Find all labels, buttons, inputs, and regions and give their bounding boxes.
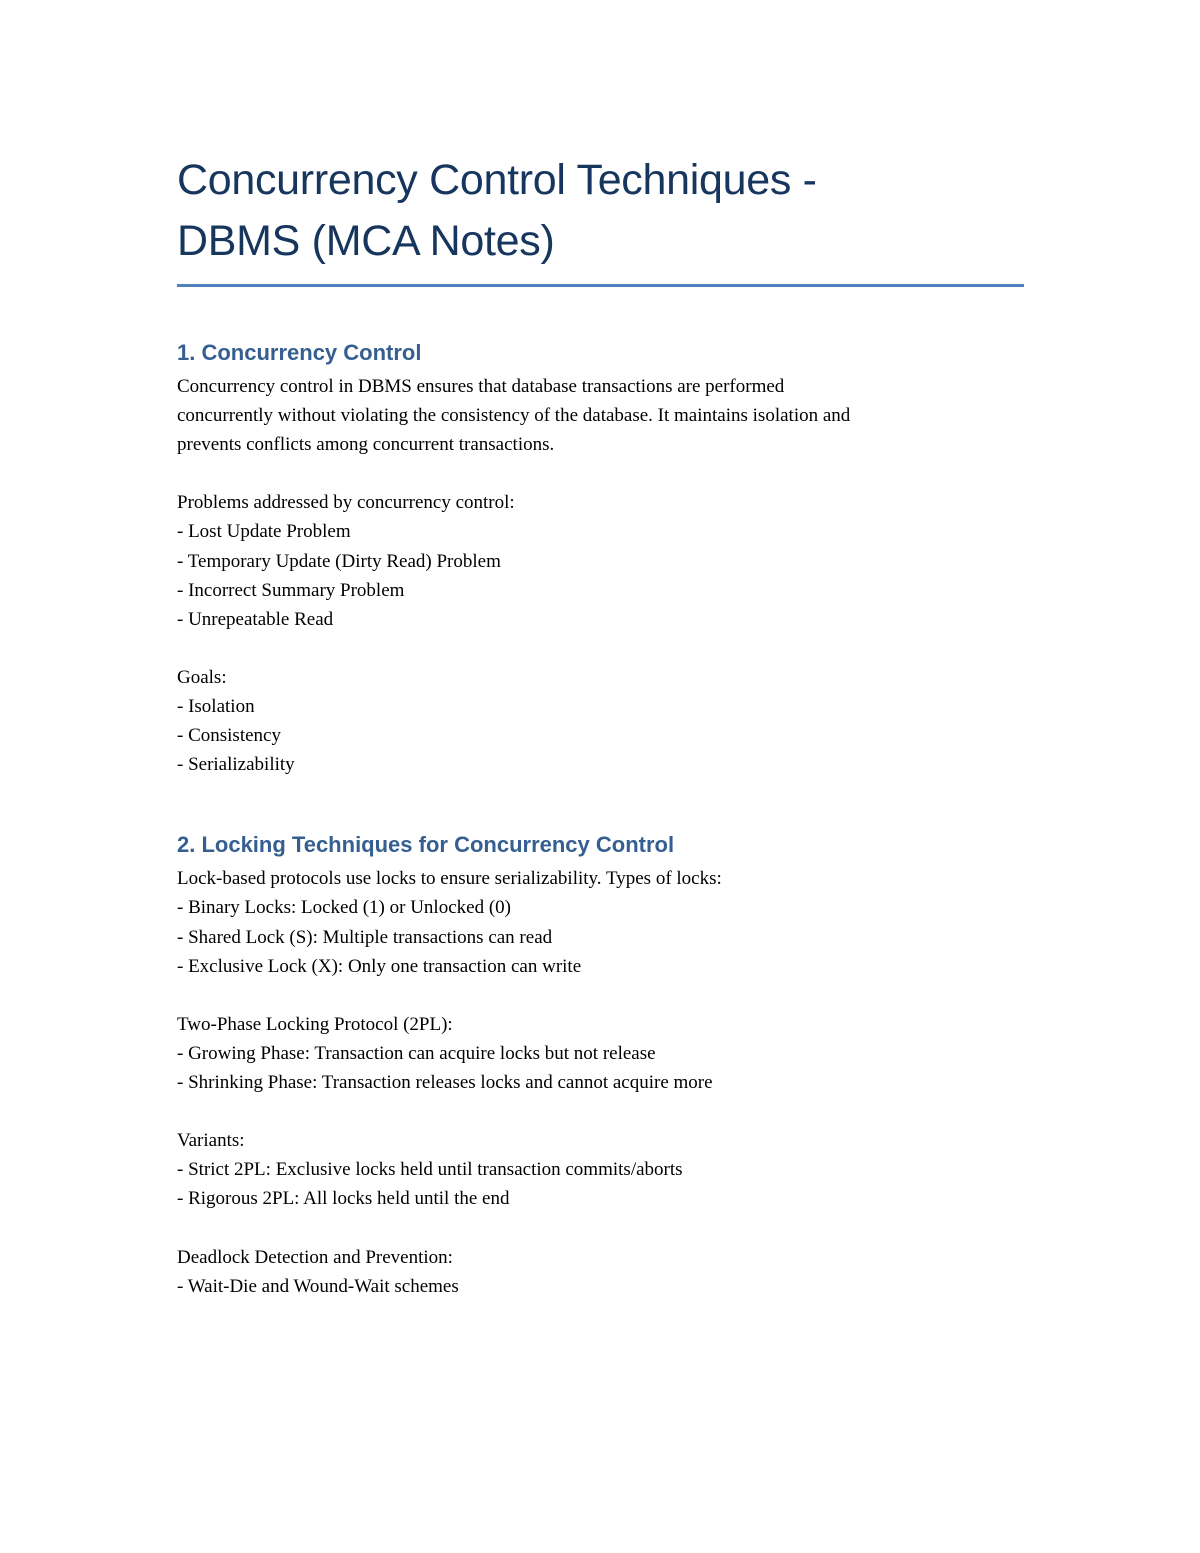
variants-label: Variants:: [177, 1130, 245, 1152]
two-phase-locking-list: [177, 1039, 1024, 1097]
document-body: [177, 150, 1024, 1301]
list-item: - Exclusive Lock (X): Only one transaction can write: [177, 955, 582, 977]
list-item: - Serializability: [177, 754, 295, 776]
spacer: [177, 459, 1024, 488]
lock-types-list: [177, 893, 1024, 980]
list-item: - Growing Phase: Transaction can acquire locks but not release: [177, 1042, 656, 1064]
list-item: - Strict 2PL: Exclusive locks held until transaction commits/aborts: [177, 1159, 683, 1181]
section-1-intro-line-1: Concurrency control in DBMS ensures that database transactions are performed: [177, 376, 785, 397]
goals-label: Goals:: [177, 666, 227, 688]
spacer: [177, 1213, 1024, 1242]
list-item: - Binary Locks: Locked (1) or Unlocked (0): [177, 897, 511, 919]
list-item: - Incorrect Summary Problem: [177, 579, 405, 601]
list-item: - Lost Update Problem: [177, 521, 351, 543]
spacer: [177, 981, 1024, 1010]
section-1-heading: 1. Concurrency Control: [177, 340, 422, 365]
spacer: [177, 634, 1024, 663]
title-line-2: DBMS (MCA Notes): [177, 217, 555, 265]
problems-list: [177, 517, 1024, 633]
problems-label: Problems addressed by concurrency control:: [177, 492, 515, 514]
spacer: [177, 1097, 1024, 1126]
list-item: - Unrepeatable Read: [177, 608, 334, 630]
title-underline-rule: [177, 284, 1024, 287]
section-1-intro-line-3: prevents conflicts among concurrent transactions.: [177, 434, 555, 456]
list-item: - Shared Lock (S): Multiple transactions can read: [177, 926, 553, 948]
variants-list: [177, 1155, 1024, 1213]
deadlock-list: [177, 1272, 1024, 1301]
list-item: - Isolation: [177, 696, 255, 718]
section-2-intro: Lock-based protocols use locks to ensure serializability. Types of locks:: [177, 868, 722, 890]
document-title: [177, 150, 1024, 272]
deadlock-label: Deadlock Detection and Prevention:: [177, 1246, 453, 1268]
section-1-intro-line-2: concurrently without violating the consistency of the database. It maintains isolation and: [177, 405, 851, 427]
goals-list: [177, 692, 1024, 779]
list-item: - Wait-Die and Wound-Wait schemes: [177, 1275, 459, 1297]
section-2-heading: 2. Locking Techniques for Concurrency Control: [177, 832, 675, 858]
section-1-intro: [177, 372, 1024, 459]
list-item: - Temporary Update (Dirty Read) Problem: [177, 550, 501, 572]
list-item: - Shrinking Phase: Transaction releases locks and cannot acquire more: [177, 1071, 713, 1093]
list-item: - Rigorous 2PL: All locks held until the end: [177, 1188, 510, 1210]
list-item: - Consistency: [177, 725, 281, 747]
two-phase-locking-label: Two-Phase Locking Protocol (2PL):: [177, 1013, 453, 1035]
title-line-1: Concurrency Control Techniques -: [177, 156, 817, 204]
